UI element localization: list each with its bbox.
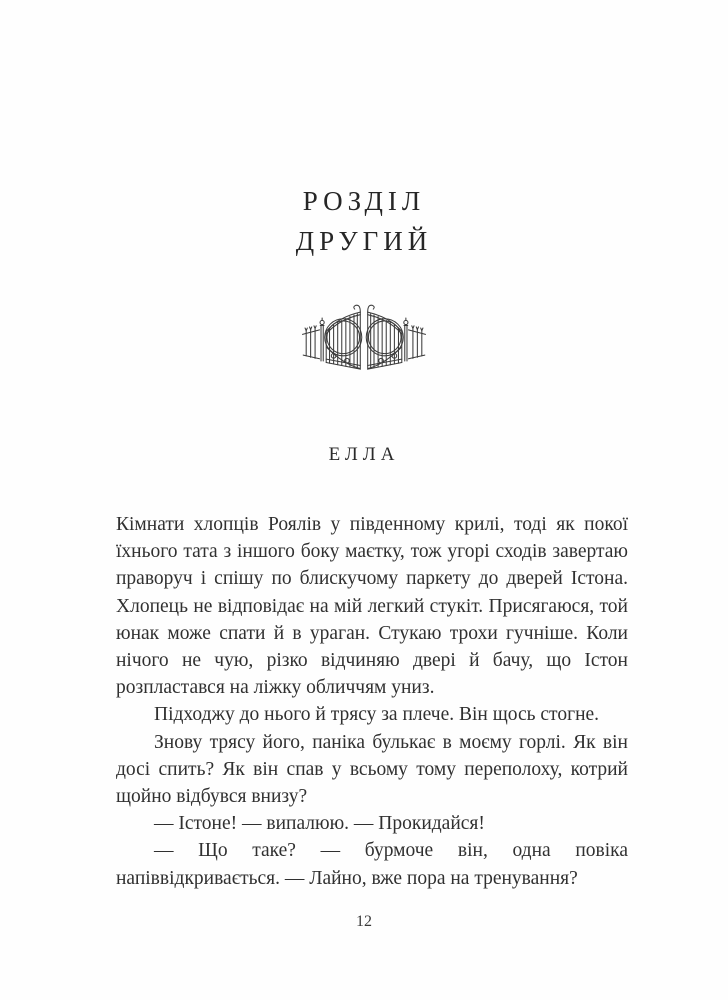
paragraph: — Істоне! — випалюю. — Прокидайся!	[154, 813, 485, 835]
chapter-heading-line1: РОЗДІЛ	[302, 186, 426, 216]
paragraph: — Що таке? — бурмоче він, одна повіка напіввідкривається. — Лайно, вже пора на тренування?	[116, 840, 628, 889]
paragraph: Кімнати хлопців Роялів у південному крилі, тоді як покої їхнього тата з іншого боку маєтку, тож угорі сходів завертаю праворуч і спішу по блискучому паркету до дверей Істона. Хлопець не відповідає на мій легкий стукіт. Присягаюся, той юнак може спати й в ураган. Стукаю трохи гучніше. Коли нічого не чую, різко відчиняю двері й бачу, що Істон розпластався на ліжку обличчям униз.	[116, 514, 628, 699]
pov-heading: ЕЛЛА	[328, 444, 400, 465]
open-gates-icon	[301, 300, 427, 382]
paragraph: Знову трясу його, паніка булькає в моєму горлі. Як він досі спить? Як він спав у всьому тому переполоху, котрий щойно відбувся внизу?	[116, 731, 628, 808]
chapter-heading	[0, 181, 728, 261]
chapter-heading-line2: ДРУГИЙ	[295, 226, 433, 256]
page-number: 12	[356, 913, 372, 930]
paragraph: Підходжу до нього й трясу за плече. Він щось стогне.	[154, 704, 600, 726]
gate-illustration	[0, 300, 728, 387]
body-text	[116, 511, 628, 892]
